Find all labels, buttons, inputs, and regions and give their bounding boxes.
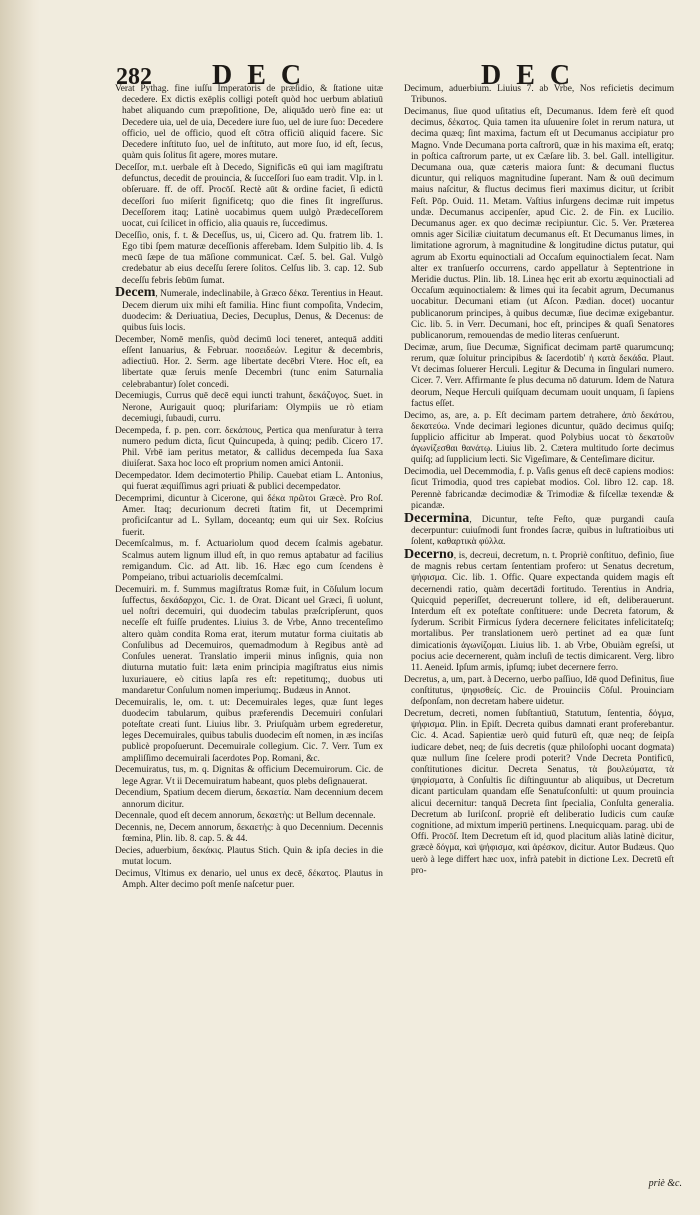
dictionary-entry — [404, 84, 674, 106]
page-number: 282 — [116, 64, 152, 90]
entry-text: Decempeda, f. p. pen. corr. δεκάπους, Pertica qua menſuratur à terra numero pedum dicta, ſicut Quincupeda, à quinq; pedib. Cicero 17. Phil. Vrbē iam peritus metator, & callidus decempeda ſua Saxa diuiſerat. Saxa hoc loco eſt proprium nomen amici Antonii. — [115, 425, 383, 470]
entry-text: Decretus, a, um, part. à Decerno, uerbo paſſiuo, Idē quod Definitus, ſiue conſtitutus, ψηφισθείς. Cic. de Prouinciis Cōſul. Prouinciam deſponſam, non decretam habere uidetur. — [404, 674, 674, 708]
dictionary-entry — [115, 846, 383, 868]
entry-text: Decemprimi, dicuntur à Cicerone, qui δέκα πρῶτοι Græcè. Pro Roſ. Amer. Itaq; decurionum decreti ſtatim fit, ut Decemprimi proficiſcantur ad L. Syllam, doceantq; eum qui uir Sex. Roſcius fuerit. — [115, 494, 383, 538]
dictionary-entry — [115, 494, 383, 539]
dictionary-entry — [115, 231, 383, 287]
entry-text: , is, decreui, decretum, n. t. Propriè conſtituo, definio, ſiue de magnis rebus certam ſententiam profero: ut Senatus decretum, ψήφισμα. Cic. lib. 1. Offic. Quare expectanda quidem magis eſt decernendi ratio, quàm decertādi fortitudo. Terentius in Andria, Quicquid peperiſſet, decreuerunt tollere, id eſt, deliberauerunt. Interdum eſt ex poteſtate conſtituere: unde Decreta fatorum, & ſyderum. Scribit Firmicus ſydera decernere felicitates infelicitateſq; mortalibus. Per translationem uerò pertinet ad ea quæ ſunt dimicationis ἀγωνίζομαι. Liuius lib. 1. ab Vrbe, Obuiàm egreſsi, ut pocius acie decernerent, quàm incluſi de tectis dimicarent. Verg. libro 11. Aeneid. Ipſum armis, ipſumq; iubet decernere ferro. — [411, 550, 674, 673]
entry-text: Decemuiratus, tus, m. q. Dignitas & officium Decemuirorum. Cic. de lege Agrar. Vt ii Decemuiratum habeant, quos plebs deſignauerat. — [115, 765, 383, 787]
running-head-left: DEC — [212, 60, 317, 91]
entry-headword: Decerno — [404, 546, 454, 562]
entry-text: December, Nomē menſis, quòd decimū loci teneret, antequā additi eſſent Ianuarius, & Februar. ποσειδεών. Legitur & decembris, adiectiuū. Hor. 2. Serm. age libertate decēbri Vtere. Hoc eſt, ea libertate quæ ſeruis menſe Decembri (tunc enim Saturnalia celebrabantur) ſolet concedi. — [115, 334, 383, 390]
right-column — [404, 84, 674, 878]
entry-text: Decendium, Spatium decem dierum, δεκαετία. Nam decennium decem annorum dicitur. — [115, 788, 383, 810]
dictionary-entry — [115, 869, 383, 891]
dictionary-entry — [115, 471, 383, 493]
running-head-right: DEC — [481, 60, 586, 91]
dictionary-entry — [404, 709, 674, 877]
dictionary-entry — [115, 84, 383, 162]
entry-text: Decimodia, uel Decemmodia, f. p. Vaſis genus eſt decē capiens modios: ſicut Trimodia, quod tres capiebat modios. Col. libro 12. cap. 18. Perennè fabricandæ decimodiæ & Trimodiæ & fiſcellæ texendæ & picandæ. — [404, 467, 674, 511]
dictionary-entry — [115, 823, 383, 845]
catchword: priè &c. — [648, 1178, 682, 1189]
entry-text: Decennis, ne, Decem annorum, δεκαετὴς: à quo Decennium. Decennis fœmina, Plin. lib. 8. cap. 5. & 44. — [115, 823, 383, 845]
entry-headword: Decermina — [404, 510, 470, 526]
entry-text: Decimanus, ſiue quod uſitatius eſt, Decumanus. Idem ferè eſt quod decimus, δέκατος. Quia tamen ita uſuuenire ſolet in rerum natura, ut decima quæq; ſint maxima, factum eſt ut Decumanus accipiatur pro Magno. Vnde Decumana porta caſtrorū, quæ in his maxima eſt, eratq; in poſtica caſtrorum parte, ut ex Cæſare lib. 3. bel. Gall. intelligitur. Decumana oua, quæ cæteris maiora ſunt: & decumani fluctus dicuntur, qui reliquos magnitudine ſuperant. Nam & ouū decimum maius naſcitur, & fluctus decimus fieri maximus dicitur, ut ſcribit Feſt. Pōp. Ouid. 11. Metam. Vaſtius inſurgens decimæ ruit impetus undæ. Decumanus accipenſer, apud Cic. 2. de Fin. ex Lucilio. Decumanus ager. ex quo decimæ recipiuntur. Cic. 5. Ver. Præterea omnis ager Siciliæ ciuitatum decumanus eſt. Et Decumanus limes, in limitatione agrorum, à magnitudine & longitudine dictus putatur, qui agrum ab Exortu equinoctiali ad Occaſum equinoctialem ſecat. Nam alter ex tranſuerſo occurrens, cardo appellatur à Septentrione in Meridie ductus. Plin. lib. 18. Linea hęc erit ab exortu æquinoctiali ad Occaſum æquinoctialem: & limes qui ita ſecabit agrum, Decumanus uocabitur. Decumani etiam (ut Aſcon. Pædian. docet) uocantur publicanorum principes, à quibus decumæ, ſiue decimæ exigebantur. Cic. lib. 5. in Verr. Decumani, hoc eſt, principes & quaſi Senatores publicanorum, remouendas de medio literas cenſuerunt. — [404, 107, 674, 342]
entry-text: Decemſcalmus, m. f. Actuariolum quod decem ſcalmis agebatur. Scalmus autem lignum illud eſt, in quo remus aptabatur ad facilius remigandum. Cic. ad Att. lib. 16. Hæc ego cum ſcendens è Pompeiano, tribui actuariolis decemſcalmi. — [115, 539, 383, 584]
entry-text: Decimo, as, are, a. p. Eſt decimam partem detrahere, ἀπὸ δεκάτου, δεκατεύω. Vnde decimari legiones dicuntur, quādo decimus quiſq; ſupplicio afficitur ab Imperat. quod Polybius uocat τὸ δεκατοῦν ἀγωνίζεσθαι θανάτῳ. Liuius lib. 2. Cætera multitudo ſorte decimus quiſq; ad ſupplicium lecti. Sic Vigeſimare, & Centeſimare dicitur. — [404, 410, 674, 466]
entry-text: Decemiugis, Currus quē decē equi iuncti trahunt, δεκάζυγος. Suet. in Nerone, Aurigauit quoq; plurifariam: Olympiis ue rò etiam decemiugi, ſubaudi, curru. — [115, 391, 383, 424]
dictionary-entry — [115, 811, 383, 822]
dictionary-entry — [115, 426, 383, 471]
dictionary-entry — [404, 546, 674, 674]
dictionary-entry — [115, 287, 383, 334]
dictionary-entry — [115, 539, 383, 584]
dictionary-entry — [404, 343, 674, 410]
entry-text: Verat Pythag. fine iuſſu Imperatoris de præſidio, & ſtatione uitæ decedere. Ex dictis exēplis colligi poteſt quòd hoc uerbum ablatiuū habet aliquando cum præpoſitione, De, aliquādo uerò fine ea: ut Decedere uia, uel de uia, Decedere iure ſuo, uel de iure ſuo: Decedere officio, uel de officio, quod eſt cōtra officiū aliquid facere. Sic Decedere inſtituto ſuo, uel de inſtituto, aut more ſuo, id eſt, ſecus, quàm quis ſolitus ſit agere, mores mutare. — [115, 84, 383, 162]
entry-text: Decimus, Vltimus ex denario, uel unus ex decē, δέκατος. Plautus in Amph. Alter decimo poſt menſe naſcetur puer. — [115, 869, 383, 891]
entry-text: Decemuiralis, le, om. t. ut: Decemuirales leges, quæ ſunt leges duodecim tabularum, quibus præferendis Decemuiri conſulari poteſtate creati ſunt. Liuius libr. 3. Priuſquàm urbem egrederetur, leges Decemuirales, quibus tabulis duodecim eſt nomen, in æs inciſas publicè propoſuerunt. Decemuirale collegium. Cic. 7. Verr. Tum ex ampliſſimo decemuirali ſacerdotes Pop. Romani, &c. — [115, 697, 383, 764]
entry-text: , Dicuntur, teſte Feſto, quæ purgandi cauſa decerpuntur: cuiuſmodi ſunt frondes ſacræ, quibus in luſtratioibus uti ſolent, καθαρτικὰ φύλλα. — [411, 514, 674, 548]
dictionary-entry — [115, 698, 383, 765]
entry-text: Decretum, decreti, nomen ſubſtantiuū, Statutum, ſententia, δόγμα, ψήφισμα. Plin. in Epiſt. Decreta quibus damnati erant proferebantur. Cic. 4. Acad. Sapientiæ uerò quid futurū eſt, quæ neq; de ſeipſa iudicare debet, neq; de ſuis decretis (quæ philoſophi uocant dogmata) quæ nullum ſine ſcelere prodi poterit? Vnde Decreta Pontificū, conſtitutiones dicitur. Decreta Senatus, τὰ βουλεύματα, τὰ ψηφίσματα, à Conſultis ſic diſtinguuntur ab aliquibus, ut Decretum dicant particulam quandam eſſe Senatuſconſulti: ut quum prouincia alicui decernitur: tanquā Decreta ſint ſpecialia, Conſulta generalia. Decretum ab Iuriſconſ. propriè eſt deliberatio Iudicis cum cauſæ cognitione, ad mixtum imperiū pertinens. Lnequicquam. parag. ubi de Offi. Procōſ. Item Decretum eſt id, quod placitum aliàs latinè dicitur, græcè δόγμα, καὶ ψήφισμα, καὶ ἀρέσκον, dicitur. Autor Budæus. Quo uerò à lege differt hæc uox, infrà patebit in dictione Lex. Decretū eſt pro- — [404, 708, 674, 876]
dictionary-entry — [404, 411, 674, 467]
entry-text: Decimæ, arum, ſiue Decumæ, Significat decimam partē quarumcunq; rerum, quæ ſoluitur principibus & ſacerdotib' ἡ κατὰ δεκάδα. Plaut. Vt decimas ſoluerer Herculi. Legitur & Decuma in ſingulari numero. Cicer. 7. Verr. Affirmante ſe plus decuma nō daturum. Idem de Natura deorum, Neque Herculi quiſquam decumam uouit unquam, ſi ſapiens factus eſſet. — [404, 342, 674, 409]
entry-text: Decemuiri. m. f. Summus magiſtratus Romæ fuit, in Cōſulum locum ſuffectus, δεκάδαρχοι, Cic. 1. de Orat. Dicant uel Græci, ſi uolunt, uel noſtri decemuiri, qui duodecim tabulas præſcripſerunt, quos neceſſe eſt fuiſſe prudentes. Liuius 3. de Vrbe, Anno trecenteſimo altero quàm condita Roma erat, iterum mutatur forma ciuitatis ab Conſulibus ad Decemuiros, quemadmodum à Regibus antè ad Conſules uenerat. Translatio imperii minus inſignis, quia non diuturna mutatio fuit: læta enim principia magiſtratus eius nimis luxuriauere, eò citius lapſa res eſt: repetitumq;, duobus uti mandaretur Conſulum nomen imperiumq;. Budæus in Annot. — [115, 584, 383, 696]
dictionary-entry — [115, 788, 383, 810]
dictionary-entry — [115, 335, 383, 391]
entry-text: , Numerale, indeclinabile, à Græco δέκα. Terentius in Heaut. Decem dierum uix mihi eſt familia. Hinc fiunt compoſita, Vndecim, duodecim: & Deriuatiua, Decies, Decuplus, Denus, & Decenus: de quibus ſuis locis. — [122, 289, 383, 334]
entry-text: Deceſſor, m.t. uerbale eſt à Decedo, Significās eū qui iam magiſtratu defunctus, decedit de prouincia, & ſucceſſori ſuo eam tradit. Vlp. in l. obſeruare. ff. de off. Procōſ. Rectè aūt & ordine faciet, ſi edictū deceſſori ſuo miſerit ſignificetq; quo die fines ſit ingreſſurus. Deceſſorem itaq; Latinè uocabimus quem uulgò Prædeceſſorem uocat, cui ſcilicet in officio, alia quauis re, ſuccedimus. — [115, 163, 383, 230]
left-column — [115, 84, 383, 892]
dictionary-entry — [404, 675, 674, 709]
dictionary-entry — [115, 585, 383, 697]
dictionary-entry — [115, 391, 383, 425]
page-edge-shadow — [0, 0, 40, 1215]
catchword-line — [0, 1178, 700, 1189]
entry-text: Decies, aduerbium, δεκάκις. Plautus Stich. Quin & ipſa decies in die mutat locum. — [115, 846, 383, 868]
dictionary-entry — [404, 467, 674, 512]
entry-text: Decimum, aduerbium. Liuius 7. ab Vrbe, Nos reficietis decimum Tribunos. — [404, 84, 674, 106]
dictionary-entry — [404, 510, 674, 549]
entry-text: Deceſſio, onis, f. t. & Deceſſus, us, ui, Cicero ad. Qu. fratrem lib. 1. Ego tibi ſpem maturæ deceſſionis afferebam. Idem Sulpitio lib. 4. Is mecū ſæpe de tua māſione communicat. Cæſ. 5. bel. Gal. Vulgò credebatur ab eius deceſſu ſerere ſolitos. Celſus lib. 3. cap. 12. Sub deceſſu febris ſebūm ſumat. — [115, 230, 383, 286]
dictionary-entry — [115, 163, 383, 230]
entry-text: Decempedator. Idem decimotertio Philip. Cauebat etiam L. Antonius, qui fuerat æquiſſimus agri priuati & publici decempedator. — [115, 471, 383, 493]
dictionary-entry — [404, 107, 674, 342]
dictionary-entry — [115, 765, 383, 787]
entry-headword: Decem — [115, 285, 156, 301]
entry-text: Decennale, quod eſt decem annorum, δεκαετὴς: ut Bellum decennale. — [115, 811, 376, 822]
